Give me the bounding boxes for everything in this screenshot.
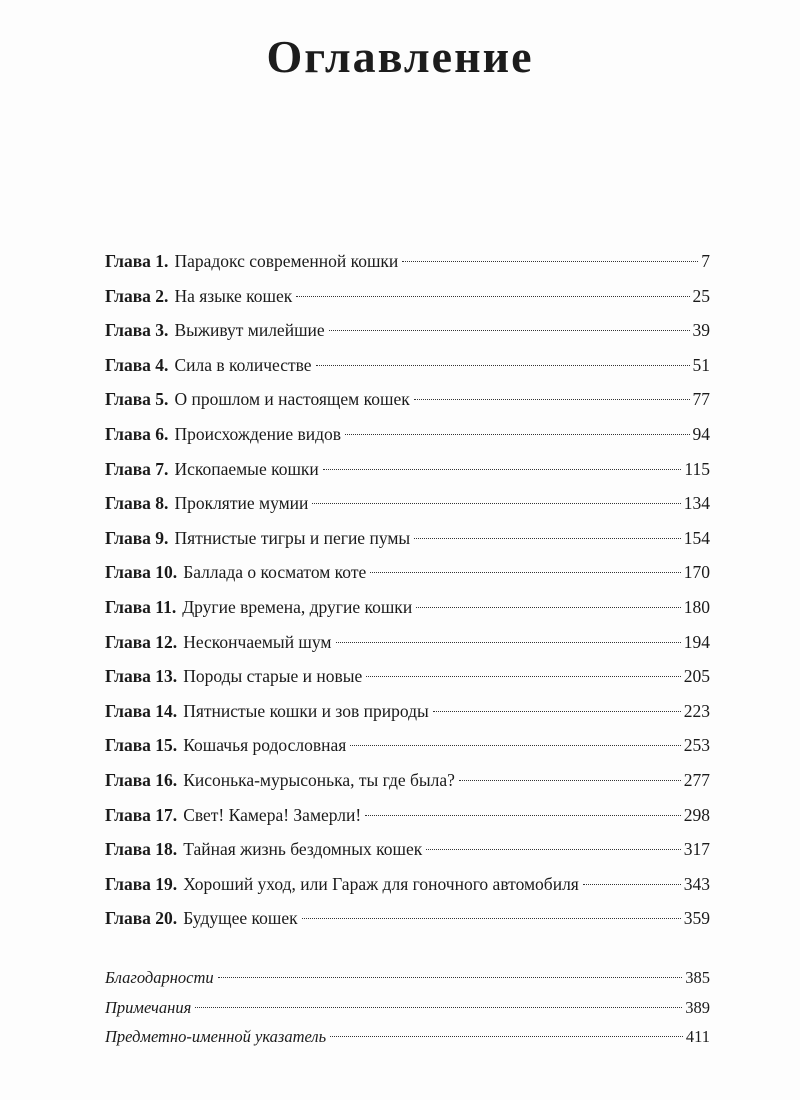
back-matter-title: Предметно-именной указатель [105, 1027, 327, 1046]
page-title: Оглавление [266, 31, 534, 82]
chapter-title: Другие времена, другие кошки [182, 596, 413, 617]
toc-entry [105, 659, 710, 694]
toc-entry [105, 728, 710, 763]
page-number: 25 [692, 285, 710, 306]
dot-leader [296, 296, 689, 297]
back-matter-entry [105, 963, 710, 993]
dot-leader [195, 1007, 682, 1008]
chapter-title: Породы старые и новые [183, 666, 363, 687]
chapter-title: Выживут милейшие [174, 320, 325, 341]
back-matter-title: Примечания [105, 997, 192, 1017]
chapter-number: Глава 16. [105, 769, 178, 790]
back-matter-title: Благодарности [105, 968, 214, 987]
dot-leader [323, 469, 682, 470]
page-number: 205 [683, 666, 710, 687]
page-number: 223 [683, 700, 710, 721]
toc-entry [105, 486, 710, 521]
chapter-number: Глава 6. [105, 423, 169, 444]
page-number: 253 [683, 735, 710, 756]
toc-entry [105, 590, 710, 625]
dot-leader [414, 399, 690, 400]
page-number: 389 [685, 997, 710, 1017]
chapter-number: Глава 4. [105, 354, 169, 375]
toc-entry [105, 867, 710, 902]
dot-leader [416, 607, 681, 608]
chapter-number: Глава 1. [105, 251, 169, 271]
page-number: 298 [683, 804, 710, 825]
page-number: 170 [683, 562, 710, 583]
dot-leader [414, 538, 681, 539]
page-number: 343 [683, 873, 710, 894]
dot-leader [302, 918, 681, 919]
toc-entry [105, 798, 710, 833]
page-number: 115 [684, 458, 710, 479]
chapter-number: Глава 17. [105, 804, 178, 825]
toc-entry [105, 382, 710, 417]
toc-entry [105, 625, 710, 660]
chapter-title: Нескончаемый шум [183, 631, 332, 652]
dot-leader [370, 572, 681, 573]
page-number: 134 [683, 493, 710, 514]
page-number: 180 [683, 596, 710, 617]
chapter-title: О прошлом и настоящем кошек [174, 389, 410, 410]
chapter-number: Глава 7. [105, 458, 169, 479]
chapter-title: Ископаемые кошки [174, 458, 319, 479]
back-matter-entry [105, 993, 710, 1023]
dot-leader [329, 330, 690, 331]
dot-leader [583, 884, 681, 885]
toc-entry [105, 313, 710, 348]
chapter-number: Глава 12. [105, 631, 178, 652]
toc-entry [105, 901, 710, 936]
page-number: 154 [683, 527, 710, 548]
toc-entry [105, 694, 710, 729]
toc-entry [105, 348, 710, 383]
toc-entry [105, 244, 710, 279]
dot-leader [350, 745, 680, 746]
chapter-title: Свет! Камера! Замерли! [183, 804, 362, 825]
dot-leader [345, 434, 689, 435]
page-number: 7 [701, 251, 710, 271]
toc-entry [105, 279, 710, 314]
toc-entry [105, 417, 710, 452]
chapter-number: Глава 18. [105, 839, 178, 860]
chapter-number: Глава 19. [105, 873, 178, 894]
chapter-title: Пятнистые тигры и пегие пумы [174, 527, 411, 548]
chapter-title: Парадокс современной кошки [174, 251, 399, 271]
toc-entry [105, 555, 710, 590]
chapter-title: Происхождение видов [174, 423, 342, 444]
chapter-title: Кисонька-мурысонька, ты где была? [183, 769, 455, 790]
toc-entry [105, 521, 710, 556]
chapter-number: Глава 2. [105, 285, 169, 306]
chapter-number: Глава 8. [105, 493, 169, 514]
page-number: 39 [692, 320, 710, 341]
dot-leader [316, 365, 690, 366]
dot-leader [330, 1036, 683, 1037]
page-number: 277 [683, 769, 710, 790]
page-number: 94 [692, 423, 710, 444]
dot-leader [336, 642, 681, 643]
chapter-number: Глава 13. [105, 666, 178, 687]
chapter-number: Глава 10. [105, 562, 178, 583]
page-number: 77 [692, 389, 710, 410]
chapter-number: Глава 20. [105, 908, 178, 929]
chapter-list [105, 244, 710, 936]
chapter-title: Баллада о косматом коте [183, 562, 367, 583]
toc-entry [105, 763, 710, 798]
chapter-title: Будущее кошек [183, 908, 298, 929]
chapter-title: Кошачья родословная [183, 735, 347, 756]
dot-leader [218, 977, 683, 978]
page-number: 385 [685, 968, 710, 987]
dot-leader [366, 676, 680, 677]
page-number: 359 [683, 908, 710, 929]
chapter-number: Глава 14. [105, 700, 178, 721]
dot-leader [459, 780, 681, 781]
chapter-number: Глава 3. [105, 320, 169, 341]
dot-leader [402, 261, 698, 262]
chapter-title: На языке кошек [174, 285, 293, 306]
chapter-title: Тайная жизнь бездомных кошек [183, 839, 423, 860]
dot-leader [426, 849, 681, 850]
toc-entry [105, 832, 710, 867]
dot-leader [312, 503, 680, 504]
chapter-title: Хороший уход, или Гараж для гоночного автомобиля [183, 873, 579, 894]
page-number: 411 [685, 1027, 710, 1046]
chapter-number: Глава 15. [105, 735, 178, 756]
chapter-title: Проклятие мумии [174, 493, 309, 514]
chapter-title: Сила в количестве [174, 354, 312, 375]
back-matter-entry [105, 1022, 710, 1052]
page-number: 194 [683, 631, 710, 652]
dot-leader [365, 815, 681, 816]
page-number: 317 [683, 839, 710, 860]
toc-entry [105, 452, 710, 487]
dot-leader [433, 711, 681, 712]
chapter-number: Глава 9. [105, 527, 169, 548]
chapter-number: Глава 5. [105, 389, 169, 410]
chapter-title: Пятнистые кошки и зов природы [183, 700, 429, 721]
back-matter-list [105, 963, 710, 1052]
chapter-number: Глава 11. [105, 596, 177, 617]
page-number: 51 [692, 354, 710, 375]
